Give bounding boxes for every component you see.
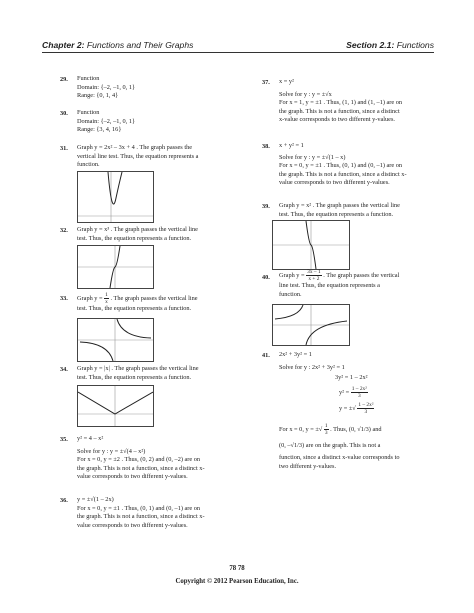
- problem-40-number: 40.: [262, 274, 270, 281]
- problem-41: 2x² + 3y² = 1 Solve for y : 2x² + 3y² = 1 3y² = 1 – 2x² y² = $\frac{\text{1 – 2x²}}{3}$ y = ±√ $\frac{\text{1 – 2x²}}{3}$ For x = 0, y = ±√ $\frac{1}{3}$ . Thus, (0, √1/3) and (0, –√1/3) are on the graph. This is not a function, since a distinct x-value corresponds to two different y-values.: [279, 351, 400, 470]
- section-header: Section 2.1: Functions: [346, 40, 434, 50]
- problem-30-number: 30.: [60, 110, 68, 117]
- problem-39: Graph y = x² . The graph passes the vertical line test. Thus, the equation represents a function.: [279, 202, 400, 218]
- problem-34: Graph y = |x| . The graph passes the vertical line test. Thus, the equation represents a function.: [77, 365, 199, 381]
- problem-31-number: 31.: [60, 145, 68, 152]
- chapter-title: Functions and Their Graphs: [86, 40, 194, 50]
- problem-39-number: 39.: [262, 203, 270, 210]
- fraction-y-squared: $\frac{\text{1 – 2x²}}{3}$: [351, 385, 367, 399]
- problem-33-number: 33.: [60, 295, 68, 302]
- chapter-header: Chapter 2: Functions and Their Graphs: [42, 40, 194, 50]
- problem-29: Function Domain: {–2, –1, 0, 1} Range: {0, 1, 4}: [77, 75, 135, 100]
- graph-33: [77, 318, 154, 362]
- fraction-3x-1-over-x-2: $\frac{3x - 1}{x + 2}$: [307, 269, 321, 282]
- problem-40: Graph y = $\frac{3x - 1}{x + 2}$ . The graph passes the vertical line test. Thus, the equation represents a function.: [279, 269, 400, 298]
- problem-36-number: 36.: [60, 497, 68, 504]
- graph-39: [272, 220, 350, 270]
- copyright: Copyright © 2012 Pearson Education, Inc.: [175, 578, 299, 585]
- graph-40: [272, 304, 350, 346]
- problem-32: Graph y = x³ . The graph passes the vertical line test. Thus, the equation represents a function.: [77, 226, 198, 242]
- page-number: 78 78: [229, 565, 245, 572]
- problem-31: Graph y = 2x² – 3x + 4 . The graph passes the vertical line test. Thus, the equation represents a function.: [77, 144, 199, 169]
- header-rule: [42, 52, 434, 53]
- graph-32: [77, 245, 154, 289]
- problem-34-number: 34.: [60, 366, 68, 373]
- problem-35-number: 35.: [60, 436, 68, 443]
- problem-32-number: 32.: [60, 227, 68, 234]
- fraction-1-over-x: $\frac{1}{x}$: [105, 292, 108, 305]
- point-positive: (0, √1/3): [348, 425, 371, 433]
- point-negative: (0, –√1/3): [279, 441, 305, 449]
- problem-37: x = y² Solve for y : y = ±√x For x = 1, y = ±1 . Thus, (1, 1) and (1, –1) are on the graph. This is not a function, since a distinct x-value corresponds to two different y-values.: [279, 78, 403, 124]
- section-title: Functions: [396, 40, 434, 50]
- problem-30: Function Domain: {–2, –1, 0, 1} Range: {3, 4, 16}: [77, 109, 135, 134]
- problem-41-number: 41.: [262, 352, 270, 359]
- fraction-y-root: $\frac{\text{1 – 2x²}}{3}$: [358, 401, 374, 415]
- graph-31: [77, 171, 154, 223]
- problem-29-number: 29.: [60, 76, 68, 83]
- problem-35: y² = 4 – x² Solve for y : y = ±√(4 – x²) For x = 0, y = ±2 . Thus, (0, 2) and (0, –2) are on the graph. This is not a function, since a distinct x- value corresponds to two different y-values.: [77, 435, 205, 481]
- problem-36: y = ±√(1 – 2x) For x = 0, y = ±1 . Thus, (0, 1) and (0, –1) are on the graph. This is not a function, since a distinct x- value corresponds to two different y-values.: [77, 496, 205, 529]
- problem-37-number: 37.: [262, 79, 270, 86]
- problem-38-number: 38.: [262, 143, 270, 150]
- fraction-one-third: $\frac{1}{3}$: [324, 422, 328, 436]
- graph-34: [77, 385, 154, 427]
- problem-33: Graph y = $\frac{1}{x}$ . The graph passes the vertical line test. Thus, the equation represents a function.: [77, 292, 198, 312]
- problem-38: x + y² = 1 Solve for y : y = ±√(1 – x) For x = 0, y = ±1 . Thus, (0, 1) and (0, –1) are on the graph. This is not a function, since a distinct x- value corresponds to two different y-values.: [279, 142, 407, 187]
